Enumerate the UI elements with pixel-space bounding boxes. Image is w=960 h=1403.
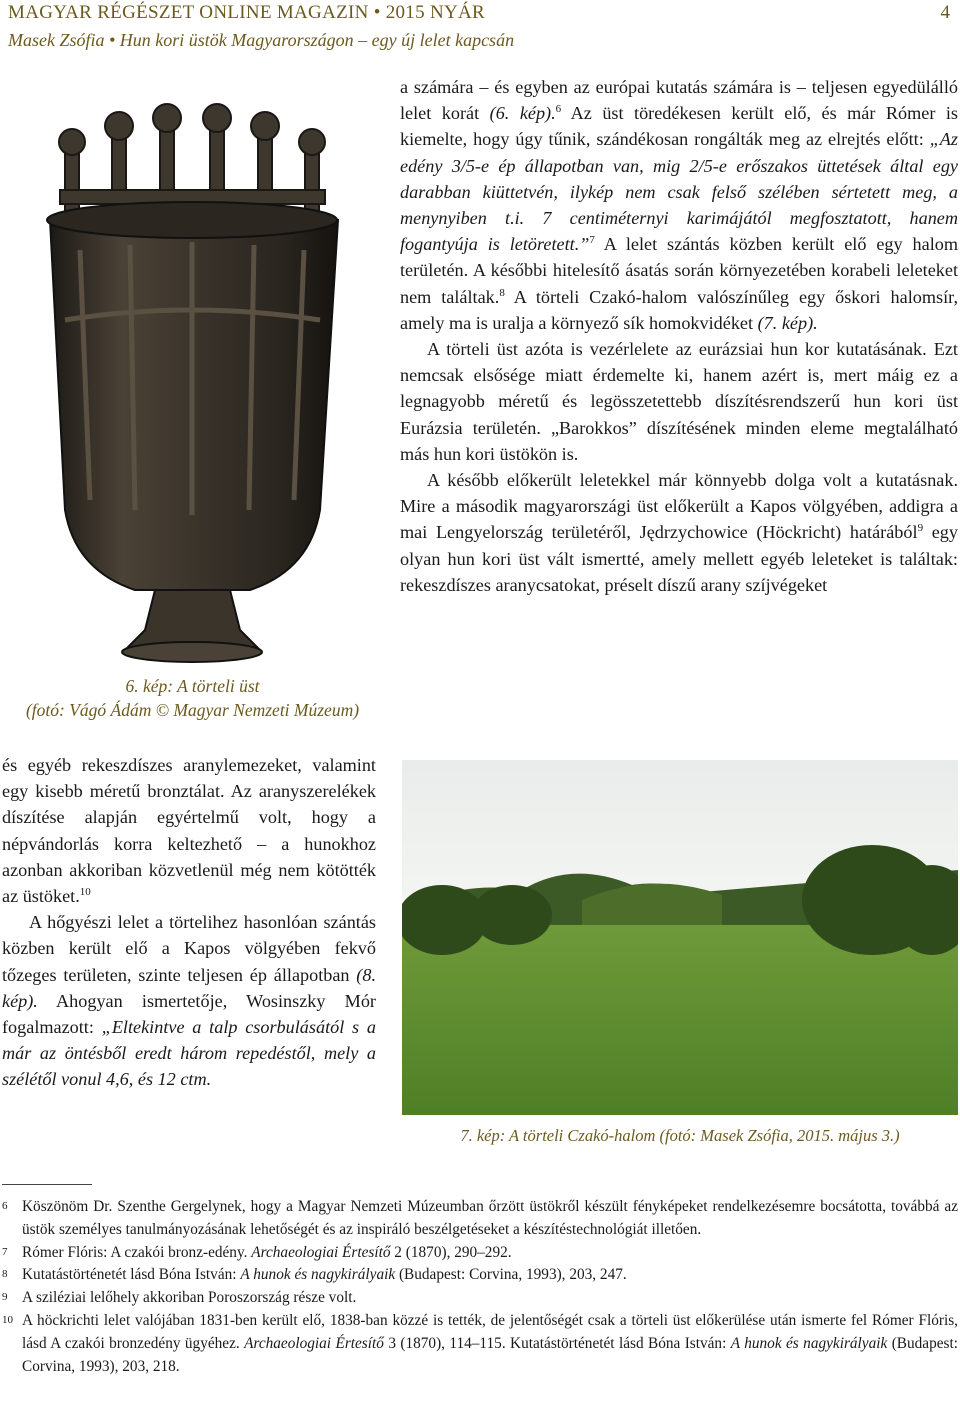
paragraph: és egyéb rekeszdíszes aranylemezeket, valamint egy kisebb méretű bronztálat. Az aranyszerelékek díszítése alapján egyértelmű volt, hogy a népvándorlás korra keltezhető – a hunokhoz azonban akkoriban közvetlenül még nem kötötték az üstöket.$^{10}$ [2,755,376,907]
footnote: 10 A höckrichti lelet valójában 1831-ben került elő, 1838-ban közzé is tették, de jelentőségét csak a törteli üst előkerülése után ismerte fel Rómer Flóris, lásd A czakói bronzedény ügyéhez. Archaeologiai Értesítő 3 (1870), 114–115. Kutatástörténetét lásd Bóna István: A hunok és nagykirályaik (Budapest: Corvina, 1993), 203, 218. [2,1311,958,1375]
footnote: 9 A sziléziai lelőhely akkoriban Poroszország része volt. [2,1289,357,1307]
figure6-caption-credit: (fotó: Vágó Ádám © Magyar Nemzeti Múzeum) [25,700,360,720]
paragraph: a számára – és egyben az európai kutatás számára is – teljesen egyedülálló lelet korát (6. kép).$^6$ Az üst töredékesen került elő, és már Rómer is kiemelte, hogy úgy tűnik, szándékosan rongálták meg az elrejtés előtt: „Az edény 3/5-e ép állapotban van, mig 2/5-e erőszakos üttetések által egy darabban kiüttetvén, ilykép nem csak felső szélében sértetett meg, a menynyiben t.i. 7 centiméternyi karimájától megfosztatott, hanem fogantyúja is letöretett.”$^7$ A lelet szántás közben került elő egy halom területén. A későbbi hitelesítő ásatás során környezetében korabeli leleteket nem találtak.$^8$ A törteli Czakó-halom valószínűleg egy őskori halomsír, amely ma is uralja a környező sík homokvidéket (7. kép). [400,77,958,333]
footnote: 8 Kutatástörténetét lásd Bóna István: A hunok és nagykirályaik (Budapest: Corvina, 1993), 203, 247. [2,1266,627,1284]
paragraph: A később előkerült leletekkel már könnyebb dolga volt a kutatásnak. Mire a második magyarországi üst előkerült a Kapos völgyében, addigra a mai Lengyelország területéről, Jędrzychowice (Höckricht) határából$^9$ egy olyan hun kori üst vált ismertté, amely mellett egyéb leleteket is találtak: rekeszdíszes aranycsatokat, préselt díszű arany szíjvégeket [400,470,958,595]
article-byline: Masek Zsófia • Hun kori üstök Magyarországon – egy új lelet kapcsán [8,30,515,50]
footnotes [2,1196,958,1378]
paragraph: A hőgyészi lelet a törtelihez hasonlóan szántás közben került elő a Kapos völgyében fekvő tőzeges területen, szinte teljesen ép állapotban (8. kép). Ahogyan ismertetője, Wosinszky Mór fogalmazott: „Eltekintve a talp csorbulásától s a már az öntésből eredt három repedéstől, mely a szélétől vonul 4,6, és 12 ctm. [2,912,376,1090]
footnote-divider [2,1184,92,1185]
footnote: 6 Köszönöm Dr. Szenthe Gergelynek, hogy a Magyar Nemzeti Múzeumban őrzött üstökről készült fényképeket rendelkezésemre bocsátotta, továbbá az üstök személyes tanulmányozásának lehetőségét és az inspiráló beszélgetéseket a készítéstechnológiát illetően. [2,1198,958,1238]
magazine-title: MAGYAR RÉGÉSZET ONLINE MAGAZIN • 2015 NYÁR [8,2,485,23]
cauldron-photo [20,70,365,670]
paragraph: A törteli üst azóta is vezérlelete az eurázsiai hun kor kutatásának. Ezt nemcsak elsősége miatt érdemelte ki, hanem azért is, mert máig ez a legnagyobb méretű és legösszetettebb díszítésrendszerű hun kori üst Eurázsia területén. „Barokkos” díszítésének minden eleme megtalálható más hun kori üstökön is. [400,339,958,464]
figure7-caption: 7. kép: A törteli Czakó-halom (fotó: Masek Zsófia, 2015. május 3.) [460,1126,900,1145]
right-column [400,74,958,598]
mound-landscape-photo [402,760,958,1115]
page-number: 4 [940,2,950,23]
figure6-caption-title: 6. kép: A törteli üst [125,676,260,696]
figure6-caption [0,674,385,722]
left-column [2,752,376,1093]
footnote: 7 Rómer Flóris: A czakói bronz-edény. Archaeologiai Értesítő 2 (1870), 290–292. [2,1243,512,1261]
